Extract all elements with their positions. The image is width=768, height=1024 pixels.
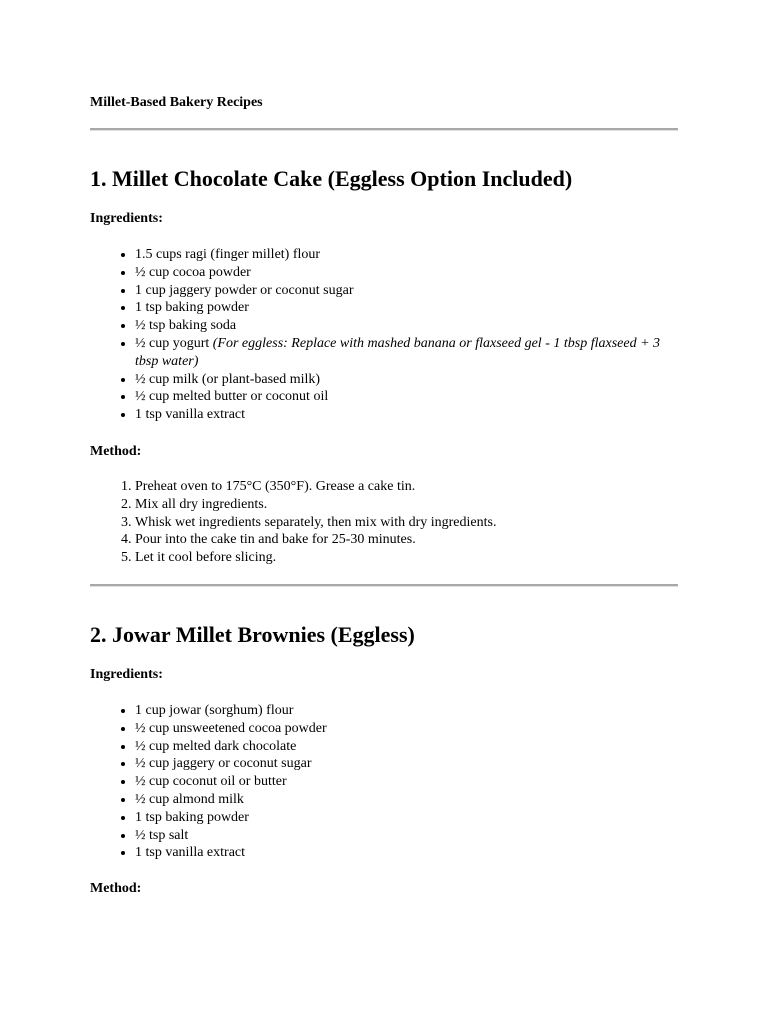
recipe-title-chocolate-cake: 1. Millet Chocolate Cake (Eggless Option Included): [90, 166, 573, 191]
eggless-note: (For eggless: Replace with mashed banana or flaxseed gel - 1 tbsp flaxseed + 3 tbsp water): [135, 335, 661, 369]
method-step: 2. Mix all dry ingredients.: [135, 496, 678, 514]
method-step: 5. Let it cool before slicing.: [135, 549, 678, 567]
ingredient-item: • 1.5 cups ragi (finger millet) flour: [135, 246, 678, 264]
method-step: 1. Preheat oven to 175°C (350°F). Grease a cake tin.: [135, 478, 678, 496]
ingredient-item: • ½ tsp baking soda: [135, 317, 678, 335]
method-step: 4. Pour into the cake tin and bake for 25-30 minutes.: [135, 531, 678, 549]
ingredient-item: • 1 cup jowar (sorghum) flour: [135, 702, 678, 720]
method-list-cake: [90, 478, 678, 567]
ingredients-label: Ingredients:: [90, 667, 163, 682]
recipe-title-jowar-brownies: 2. Jowar Millet Brownies (Eggless): [90, 622, 415, 647]
ingredient-item: • 1 tsp vanilla extract: [135, 844, 678, 862]
ingredient-item: • 1 tsp baking powder: [135, 299, 678, 317]
ingredient-item: • ½ cup almond milk: [135, 791, 678, 809]
document-title: Millet-Based Bakery Recipes: [90, 95, 263, 110]
ingredient-item: • 1 tsp vanilla extract: [135, 406, 678, 424]
ingredient-item: • ½ cup melted dark chocolate: [135, 738, 678, 756]
ingredient-text: ½ cup yogurt: [135, 335, 213, 351]
ingredients-list-brownies: [90, 702, 678, 862]
method-step: 3. Whisk wet ingredients separately, then mix with dry ingredients.: [135, 514, 678, 532]
ingredient-item: • ½ tsp salt: [135, 827, 678, 845]
method-label: Method:: [90, 881, 142, 896]
ingredients-label: Ingredients:: [90, 211, 163, 226]
ingredient-item: • ½ cup melted butter or coconut oil: [135, 388, 678, 406]
ingredient-item: • ½ cup coconut oil or butter: [135, 773, 678, 791]
ingredient-item: • 1 cup jaggery powder or coconut sugar: [135, 282, 678, 300]
ingredients-list-cake: [90, 246, 678, 424]
section-divider: [90, 128, 678, 131]
ingredient-item: • 1 tsp baking powder: [135, 809, 678, 827]
method-label: Method:: [90, 444, 142, 459]
ingredient-item: • ½ cup unsweetened cocoa powder: [135, 720, 678, 738]
ingredient-item: • ½ cup milk (or plant-based milk): [135, 371, 678, 389]
section-divider: [90, 584, 678, 587]
ingredient-item: [135, 335, 678, 371]
ingredient-item: • ½ cup cocoa powder: [135, 264, 678, 282]
ingredient-item: • ½ cup jaggery or coconut sugar: [135, 755, 678, 773]
